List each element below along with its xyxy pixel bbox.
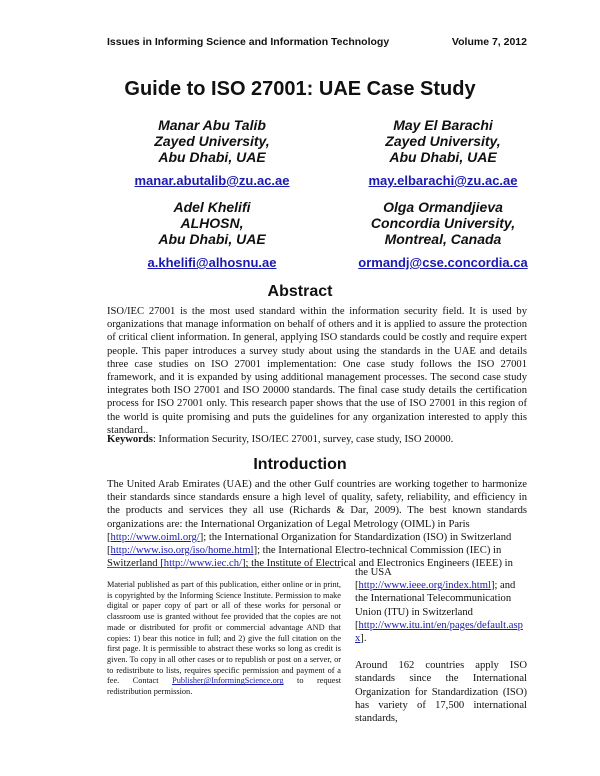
ieee-link[interactable]: http://www.ieee.org/index.html (358, 580, 491, 592)
author-email[interactable]: may.elbarachi@zu.ac.ae (368, 173, 518, 188)
intro-text: Around 162 countries apply ISO standards since the International Organization for Standardization (ISO) has variety of 17,500 international standards, (355, 660, 527, 725)
intro-text: The United Arab Emirates (UAE) and the other Gulf countries are working together to harmonize their standards since standards ensure a high level of quality, safety, reliability, and efficiency in the products and services they all use (Richards & Dar, 2009). The best known standards organizations are: the International Organization of Legal Metrology (OIML) in Paris (107, 479, 527, 530)
publisher-email-link[interactable]: Publisher@InformingScience.org (172, 676, 284, 686)
bracket: [ (355, 580, 359, 592)
journal-name: Issues in Informing Science and Information Technology (107, 36, 390, 48)
author-location: Montreal, Canada (384, 231, 502, 247)
author-email[interactable]: ormandj@cse.concordia.ca (358, 255, 528, 270)
intro-text: the USA (355, 567, 392, 578)
author-location: Abu Dhabi, UAE (158, 149, 266, 165)
author-affiliation: Zayed University, (385, 133, 501, 149)
keywords-list: : Information Security, ISO/IEC 27001, survey, case study, ISO 20000. (152, 434, 454, 445)
bracket: [ (107, 545, 111, 557)
author-location: Abu Dhabi, UAE (158, 231, 266, 247)
abstract-heading: Abstract (267, 283, 333, 300)
bracket: [ (107, 531, 111, 543)
keywords-label: Keywords (107, 434, 153, 445)
author-name: Manar Abu Talib (158, 117, 266, 133)
itu-link[interactable]: http://www.itu.int/en/pages/default.aspx (355, 619, 523, 645)
author-block (102, 117, 322, 188)
intro-text: ]; the Institute of Electrical and Electronics Engineers (IEEE) in (241, 558, 513, 570)
oiml-link[interactable]: http://www.oiml.org/ (110, 531, 200, 543)
bracket: [ (355, 619, 359, 631)
intro-text: ]. (360, 633, 367, 645)
intro-text: ]; and (490, 580, 516, 592)
abstract-text: ISO/IEC 27001 is the most used standard within the information security field. It is used by organizations that manage information on behalf of others and it is applied to assure the protection of critical client information. In general, applying ISO standards could be costly and require expert people. This paper introduces a survey study about using the standards in the UAE and details three case studies on ISO 27001 implementation: One case study follows the ISO 27001 framework, and it is expanded by using additional management processes. The second case study integrates both ISO 27001 and ISO 20000 standards. The final case study details the certification process for ISO 27001 only. This research paper shows that the use of ISO 27001 in this region of the world is quite promising and puts the guidelines for any organization interested to apply this standard.. (107, 306, 527, 436)
volume-info: Volume 7, 2012 (451, 36, 527, 48)
copyright-notice (107, 567, 341, 698)
copyright-text: to request redistribution permission. (107, 676, 341, 697)
intro-paragraph (107, 478, 527, 570)
intro-text: Switzerland [ (107, 558, 164, 570)
author-name: Olga Ormandjieva (383, 199, 503, 215)
author-location: Abu Dhabi, UAE (389, 149, 497, 165)
iso-link[interactable]: http://www.iso.org/iso/home.html (110, 545, 254, 557)
intro-text: ]; the International Organization for Standardization (ISO) in Switzerland (199, 531, 512, 543)
introduction-heading: Introduction (253, 456, 347, 473)
iec-link[interactable]: http://www.iec.ch/ (163, 558, 242, 570)
intro-text: ]; the International Electro-technical Commission (IEC) in (253, 545, 502, 557)
author-email[interactable]: a.khelifi@alhosnu.ae (147, 255, 277, 270)
author-name: May El Barachi (393, 117, 493, 133)
author-email[interactable]: manar.abutalib@zu.ac.ae (134, 173, 290, 188)
keywords (107, 433, 527, 446)
author-affiliation: Zayed University, (154, 133, 270, 149)
author-name: Adel Khelifi (173, 199, 251, 215)
author-block (102, 199, 322, 270)
copyright-text: Material published as part of this publication, either online or in print, is copyrighted by the Informing Science Institute. Permission to make digital or paper copy of part or all of these works for personal or classroom use is granted without fee provided that the copies are not made or distributed for profit or commercial advantage AND that copies: 1) bear this notice in full; and 2) give the full citation on the first page. It is permissible to abstract these works so long as credit is given. To copy in all other cases or to republish or post on a server, or to redistribute to lists, requires specific permission and payment of a fee. Contact (107, 580, 341, 686)
author-affiliation: Concordia University, (370, 215, 516, 231)
author-block (333, 199, 553, 270)
intro-column-right (355, 566, 527, 725)
author-affiliation: ALHOSN, (180, 215, 244, 231)
intro-text: the International Telecommunication Union (ITU) in Switzerland (355, 593, 512, 618)
author-block (333, 117, 553, 188)
paper-title: Guide to ISO 27001: UAE Case Study (124, 78, 476, 100)
